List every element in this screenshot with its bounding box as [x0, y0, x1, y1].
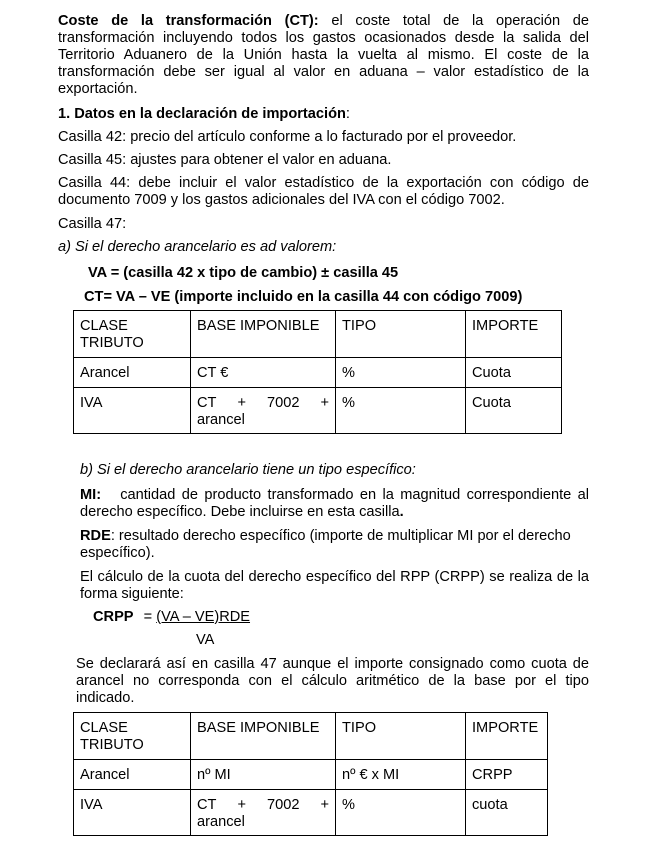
header-importe: IMPORTE	[466, 311, 562, 358]
table-row	[74, 790, 548, 836]
header-base: BASE IMPONIBLE	[191, 713, 336, 760]
casilla-47-text: Casilla 47:	[58, 216, 127, 232]
cell-importe: CRPP	[466, 760, 548, 790]
header-clase: CLASE TRIBUTO	[74, 713, 191, 760]
cell-tipo: %	[336, 358, 466, 388]
cell-tipo: %	[336, 388, 466, 434]
calc-text: El cálculo de la cuota del derecho específico del RPP (CRPP) se realiza de la forma siguiente:	[80, 569, 589, 602]
header-tipo: TIPO	[336, 311, 466, 358]
intro-term: Coste de la transformación (CT):	[58, 13, 319, 29]
cell-importe: Cuota	[466, 358, 562, 388]
table-header-row	[74, 311, 562, 358]
casilla-42-text: Casilla 42: precio del artículo conforme a lo facturado por el proveedor.	[58, 129, 517, 145]
cell-base: CT €	[191, 358, 336, 388]
cell-base: CT + 7002 + arancel	[191, 388, 336, 434]
case-a-heading: a) Si el derecho arancelario es ad valorem:	[58, 239, 337, 255]
crpp-denominator: VA	[196, 632, 215, 648]
rde-definition: RDE: resultado derecho específico (importe de multiplicar MI por el derecho específico).	[80, 528, 571, 561]
header-tipo: TIPO	[336, 713, 466, 760]
formula-va: VA = (casilla 42 x tipo de cambio) ± casilla 45	[88, 265, 399, 281]
table-header-row	[74, 713, 548, 760]
cell-clase: Arancel	[74, 760, 191, 790]
header-importe: IMPORTE	[466, 713, 548, 760]
tax-table-specific	[73, 712, 548, 836]
cell-base: CT + 7002 + arancel	[191, 790, 336, 836]
intro-paragraph	[58, 13, 589, 98]
cell-importe: cuota	[466, 790, 548, 836]
cell-tipo: %	[336, 790, 466, 836]
casilla-44-text: Casilla 44: debe incluir el valor estadístico de la exportación con código de documento 7009 y los gastos adicionales del IVA con el código 7002.	[58, 175, 589, 208]
cell-base: nº MI	[191, 760, 336, 790]
table-row	[74, 388, 562, 434]
cell-clase: Arancel	[74, 358, 191, 388]
mi-definition: MI: cantidad de producto transformado en la magnitud correspondiente al derecho específico. Debe incluirse en esta casilla.	[80, 487, 589, 520]
declare-text: Se declarará así en casilla 47 aunque el importe consignado como cuota de arancel no corresponda con el cálculo aritmético de la base por el tipo indicado.	[76, 656, 589, 706]
cell-clase: IVA	[74, 388, 191, 434]
tax-table-ad-valorem	[73, 310, 562, 434]
crpp-formula: CRPP = (VA – VE)RDE	[93, 609, 251, 625]
case-b-heading: b) Si el derecho arancelario tiene un tipo específico:	[80, 462, 416, 478]
cell-importe: Cuota	[466, 388, 562, 434]
table-row	[74, 760, 548, 790]
table-row	[74, 358, 562, 388]
casilla-45-text: Casilla 45: ajustes para obtener el valor en aduana.	[58, 152, 392, 168]
formula-ct: CT= VA – VE (importe incluido en la casilla 44 con código 7009)	[84, 289, 523, 305]
section-heading: 1. Datos en la declaración de importación:	[58, 106, 350, 122]
header-clase: CLASE TRIBUTO	[74, 311, 191, 358]
intro-text: el coste total de la operación de transformación incluyendo todos los gastos ocasionados desde la salida del Territorio Aduanero de la Unión hasta la vuelta al mismo. El coste de la transformación debe ser igual al valor en aduana – valor estadístico de la exportación.	[58, 13, 590, 97]
cell-clase: IVA	[74, 790, 191, 836]
cell-tipo: nº € x MI	[336, 760, 466, 790]
header-base: BASE IMPONIBLE	[191, 311, 336, 358]
